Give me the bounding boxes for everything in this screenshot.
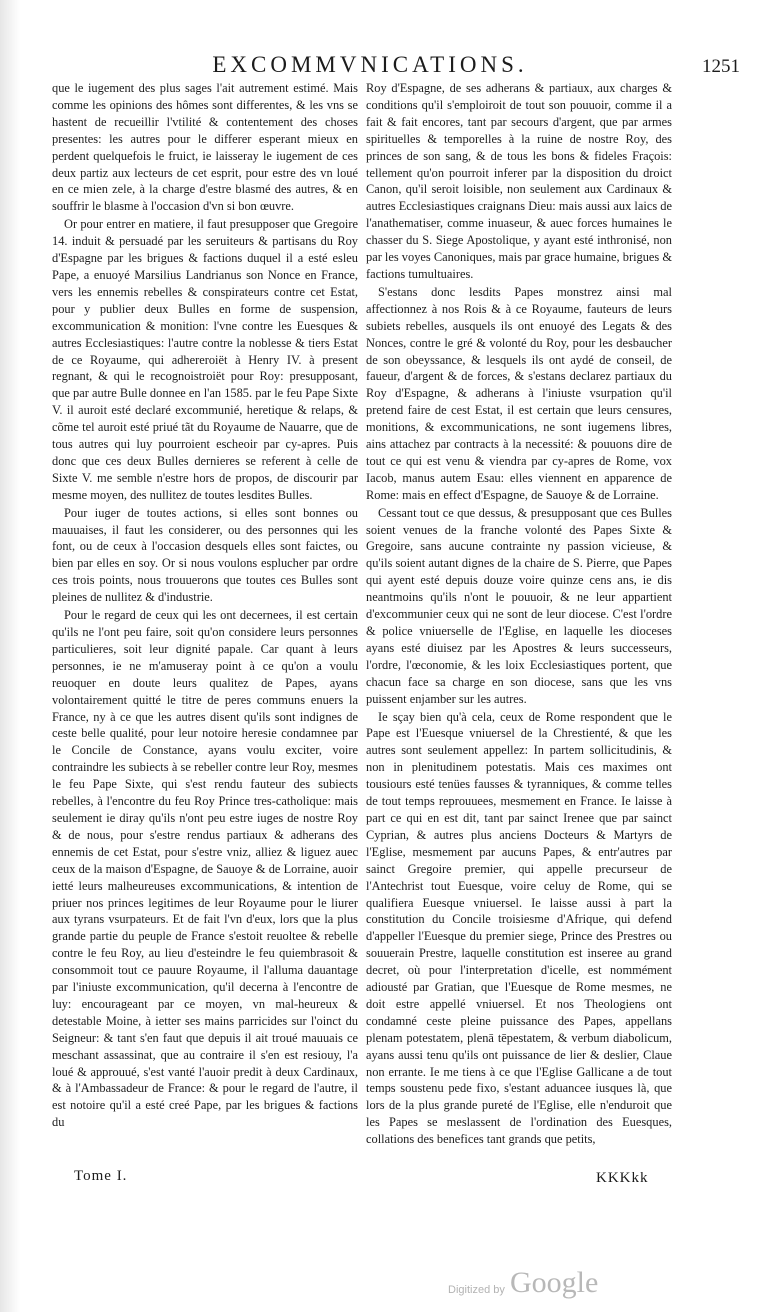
paragraph: Cessant tout ce que dessus, & presupposant que ces Bulles soient venues de la franche volonté des Papes Sixte & Gregoire, sans aucune contrainte ny passion vicieuse, & qu'ils soient autant dignes de la chaire de S. Pierre, que Papes qui ayent esté depuis douze voire quinze cens ans, ie dis neantmoins qu'ils n'ont le pouuoir, & ne leur appartient d'excommunier ceux qui ne sont de leur diocese. C'est l'ordre & police vniuerselle de l'Eglise, en laquelle les dioceses ayans esté diuisez par les Apostres & leurs successeurs, l'ordre, l'œconomie, & les loix Ecclesiastiques portent, que chacun face sa charge en son diocese, sans que les vns puissent enjamber sur les autres. [366, 505, 672, 706]
volume-label: Tome I. [74, 1168, 128, 1184]
paragraph: que le iugement des plus sages l'ait autrement estimé. Mais comme les opinions des hômes sont differentes, & les vns se hastent de recueillir l'vtilité & contentement des choses presentes: les autres pour le differer esperant mieux en perdent quelquefois le fruict, ie laisseray le iugement de ces deux partiz aux lecteurs de cet esprit, pour estre des vn loué en ce mien zele, à la charge d'estre blasmé des autres, & en souffrir le blasme à l'occasion d'vn si bon œuvre. [52, 81, 358, 214]
left-column [52, 80, 358, 1131]
watermark-prefix: Digitized by [448, 1284, 505, 1296]
paragraph: S'estans donc lesdits Papes monstrez ainsi mal affectionnez à nos Rois & à ce Royaume, fauteurs de leurs subiets rebelles, ausquels ils ont enuoyé des Legats & des Nonces, contre le gré & volonté du Roy, pour les desbaucher de son obeyssance, & lesquels ils ont aydé de conseil, de faueur, d'argent & de forces, & s'estans declarez partiaux du Roy d'Espagne, & adherans à l'iniuste vsurpation qu'il pretend faire de cest Estat, il est certain que leurs censures, monitions, & excommunications, ne sont iugemens libres, ains attachez par contracts à la necessité: & pouuons dire de tout ce qui est venu & viendra par cy-apres de Rome, vox Iacob, manus autem Esau: elles viennent en apparence de Rome: mais en effect d'Espagne, de Sauoye & de Lorraine. [366, 284, 672, 502]
paragraph: Or pour entrer en matiere, il faut presupposer que Gregoire 14. induit & persuadé par les seruiteurs & partisans du Roy d'Espagne par les brigues & factions duquel il a esté esleu Pape, a enuoyé Marsilius Landrianus son Nonce en France, vers les ennemis rebelles & conspirateurs contre cet Estat, pour y publier deux Bulles en forme de suspension, excommunication & monition: l'vne contre les Euesques & autres Ecclesiastiques: l'autre contre la noblesse & tiers Estat de ce Royaume, qui adhereroiët à Henry IV. à present regnant, & qui le recognoistroiët pour Roy: presupposant, que par autre Bulle donnee en l'an 1585. par le feu Pape Sixte V. il auroit esté declaré excommunié, heretique & relaps, & cõme tel auroit esté priué tãt du Royaume de Nauarre, que de tous autres qui luy pourroient escheoir par cy-apres. Puis donc que ces deux Bulles dernieres se referent à celle de Sixte V. me semble n'estre hors de propos, de discourir par mesme moyen, des nullitez de toutes lesdites Bulles. [52, 217, 358, 502]
paragraph: Pour iuger de toutes actions, si elles sont bonnes ou mauuaises, il faut les considerer, ou des personnes qui les font, ou de ceux à l'occasion desquels elles sont faictes, ou bien par elles en soy. Or si nous voulons esplucher par ordre ces trois points, nous trouuerons que toutes ces Bulles sont pleines de nullitez & d'industrie. [52, 505, 358, 605]
right-column [366, 80, 672, 1148]
paragraph: Roy d'Espagne, de ses adherans & partiaux, aux charges & conditions qu'il s'emploiroit de tout son pouuoir, comme il a fait & fait encores, tant par secours d'argent, que par armes spirituelles & temporelles à la ruine de nostre Roy, des princes de son sang, & de tous les bons & fideles Fraçois: tellement qu'on pourroit inferer par la disposition du droict Canon, qu'il seroit loisible, non seulement aux Cardinaux & autres Ecclesiastiques craignans Dieu: mais aussi aux laics de l'anathematiser, comme inuaseur, & auec forces humaines le chasser du S. Siege Apostolique, y ayant esté inthronisé, non par les voyes Canoniques, mais par grace humaine, brigues & factions tumultuaires. [366, 81, 672, 281]
digitized-by-google-watermark [440, 1268, 640, 1308]
signature-mark: KKKkk [596, 1170, 649, 1186]
google-logo: Google [510, 1266, 599, 1299]
page-number: 1251 [702, 56, 740, 77]
paragraph: Ie sçay bien qu'à cela, ceux de Rome respondent que le Pape est l'Euesque vniuersel de la Chrestienté, & que les autres sont seulement appellez: In partem sollicitudinis, & non in plenitudinem potestatis. Mais ces maximes ont tousiours esté tenües fausses & tyranniques, & comme telles de tout temps reprouuees, mesmement en France. Ie laisse à part ce qui en est dit, tant par sainct Irenee que par sainct Cyprian, & autres plus anciens Docteurs & Martyrs de l'Eglise, mesmement par aucuns Papes, & entr'autres par sainct Gregoire premier, qui appelle precurseur de l'Antechrist tout Euesque, voire celuy de Rome, qui se qualifiera Euesque vniuersel. Ie laisse aussi à part la constitution du Concile troisiesme d'Afrique, qui defend d'appeller l'Euesque du premier siege, Prince des Prestres ou souuerain Prestre, laquelle constitution est inseree au grand decret, où pour l'interpretation d'icelle, est nommément adiousté par Gratian, que l'Euesque de Rome mesmes, ne doit estre appellé vniuersel. Et nos Theologiens ont condamné ceste pleine puissance des Papes, appellans plenam potestatem, plenā tēpestatem, & verbum diabolicum, ayans aussi tenu qu'ils ont puissance de lier & deslier, Claue non errante. Ie me tiens à ce que l'Eglise Gallicane a de tout temps soustenu pede fixo, s'estant aduancee iusques là, que lors de la plus grande pureté de l'Eglise, elle n'enduroit que les Papes se meslassent de l'ordination des Euesques, collations des benefices tant grands que petits, [366, 709, 672, 1147]
page-edge-shadow [0, 0, 20, 1312]
paragraph: Pour le regard de ceux qui les ont decernees, il est certain qu'ils ne l'ont peu faire, soit qu'on considere leurs personnes particulieres, soit leur dignité papale. Car quant à leurs personnes, ie ne m'amuseray point à ce qu'on a voulu reuoquer en doute leurs qualitez de Papes, ayans volontairement quitté le titre de peres communs enuers la France, ny à ce que les autres disent qu'ils sont indignes de ceste belle qualité, pour leur notoire heresie condamnee par le Concile de Constance, ayans voulu exciter, voire contraindre les subiects à se rebeller contre leur Roy, mesmes le feu Pape Sixte, qui s'est rendu fauteur des subiects rebelles, à l'encontre du feu Roy Prince tres-catholique: mais seulement ie diray qu'ils n'ont peu estre iuges de nostre Roy & de nous, pour s'estre rendus partiaux & adherans des ennemis de cet Estat, pour s'estre vniz, alliez & liguez auec ceux de la maison d'Espagne, de Sauoye & de Lorraine, auoir ietté leurs malheureuses excommunications, & intention de priuer nos princes legitimes de leur Royaume pour le liurer aux tyrans vsurpateurs. Et de fait l'vn d'eux, lors que la plus grande partie du peuple de France s'estoit reuoltee & rebelle contre le feu Roy, au lieu d'esteindre le feu quiembrasoit & consommoit tout ce pauure Royaume, il l'alluma dauantage par l'iniuste excommunication, qu'il decerna à l'encontre de luy: encourageant par ce moyen, vn mal-heureux & detestable Moine, à ietter ses mains parricides sur l'oinct du Seigneur: & tant s'en faut que depuis il ait troué mauuais ce meschant assassinat, que au contraire il s'en est resiouy, l'a loué & approuué, s'est vanté l'auoir predit à deux Cardinaux, & à l'Ambassadeur de France: & pour le regard de l'autre, il est notoire qu'il a esté creé Pape, par les brigues & factions du [52, 608, 358, 1130]
running-title: EXCOMMVNICATIONS. [212, 52, 528, 77]
